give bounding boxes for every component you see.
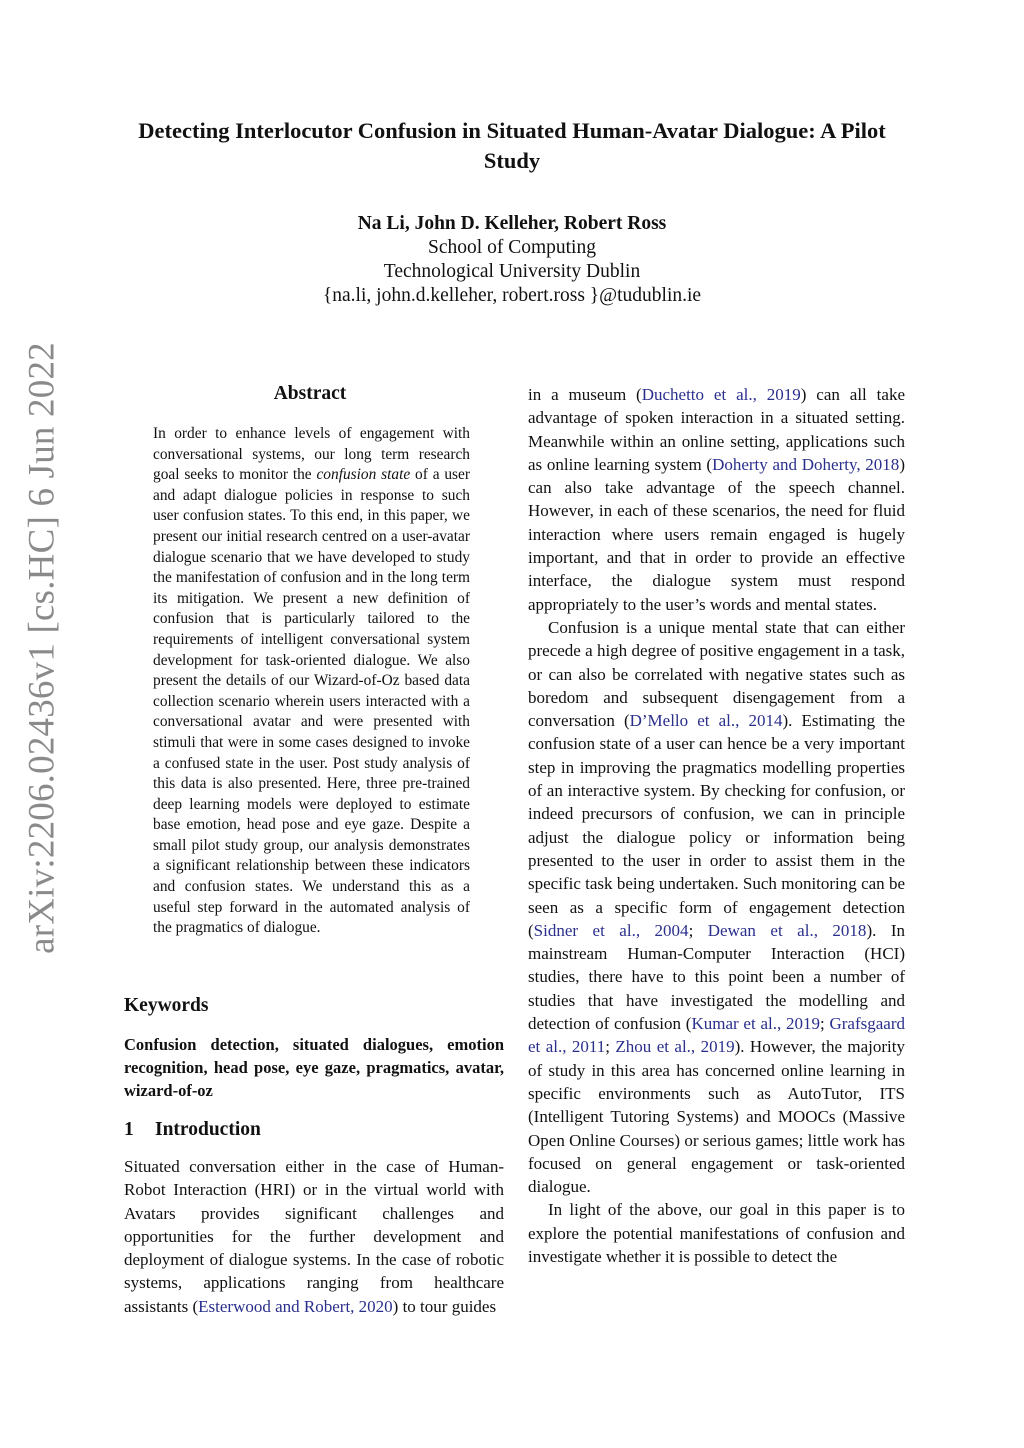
citation-link[interactable]: Doherty and Doherty, 2018 [712,454,900,474]
author-email: {na.li, john.d.kelleher, robert.ross }@tudublin.ie [322,285,702,306]
abstract-text-part: In order to enhance levels of engagement with conversational systems, our long term research goal seeks to monitor the [153,425,470,484]
author-block [200,212,824,308]
arxiv-stamp: arXiv:2206.02436v1 [cs.HC] 6 Jun 2022 [21,342,63,954]
abstract-text [153,424,470,939]
paper-title: Detecting Interlocutor Confusion in Situated Human-Avatar Dialogue: A Pilot Study [138,118,886,173]
text-run: ) can all take advantage of spoken interaction in a situated setting. Meanwhile within an online setting, applications such as online learning system ( [528,385,905,474]
author-department: School of Computing [428,237,596,258]
citation-link[interactable]: Duchetto et al., 2019 [641,385,801,404]
abstract-emphasis: confusion state [316,466,411,484]
abstract-text-part: of a user and adapt dialogue policies in response to such user confusion states. To this end, in this paper, we present our initial research centred on a user-avatar dialogue scenario that we have developed to study the manifestation of confusion and in the long term its mitigation. We present a new definition of confusion that is particularly tailored to the requirements of intelligent conversational system development for task-oriented dialogue. We also present the details of our Wizard-of-Oz based data collection scenario wherein users interacted with a conversational avatar and were presented with stimuli that were in some cases designed to invoke a confused state in the user. Post study analysis of this data is also presented. Here, three pre-trained deep learning models were deployed to estimate base emotion, head pose and eye gaze. Despite a small pilot study group, our analysis demonstrates a significant relationship between these indicators and confusion states. We understand this as a useful step forward in the automated analysis of the pragmatics of dialogue. [153,466,470,937]
text-run: in a museum ( [528,385,642,404]
right-column [528,383,905,1268]
text-run: ; [819,1014,830,1034]
author-institution: Technological University Dublin [383,261,641,282]
text-run: Confusion is a unique mental state that can either precede a high degree of positive engagement in a task, or can also be correlated with negative states such as boredom and subsequent disengagement from a conversation ( [528,617,905,731]
section-title: Introduction [155,1119,261,1140]
intro-paragraph [528,616,905,1198]
abstract-heading: Abstract [273,383,347,404]
text-run: ; [605,1037,616,1057]
text-run: ). In mainstream Human-Computer Interaction (HCI) studies, there have to this point been a number of studies that have investigated the modelling and detection of confusion ( [528,920,905,1034]
text-run: ). However, the majority of study in this area has concerned online learning in specific environments such as AutoTutor, ITS (Intelligent Tutoring Systems) and MOOCs (Massive Open Online Courses) or serious games; little work has focused on general engagement or task-oriented dialogue. [528,1037,906,1197]
text-run: ; [688,920,708,940]
text-run: In light of the above, our goal in this paper is to explore the potential manifestations of confusion and investigate whether it is possible to detect the [528,1200,905,1266]
keywords-heading: Keywords [124,995,209,1016]
citation-link[interactable]: Kumar et al., 2019 [691,1014,820,1034]
citation-link[interactable]: Grafsgaard et al., 2011 [528,1014,905,1057]
text-run: ) to tour guides [392,1296,497,1316]
citation-link[interactable]: Esterwood and Robert, 2020 [198,1296,393,1316]
author-names: Na Li, John D. Kelleher, Robert Ross [357,213,667,234]
intro-paragraph [528,383,905,616]
citation-link[interactable]: Dewan et al., 2018 [707,920,867,940]
intro-paragraph-left [124,1155,504,1318]
section-heading-introduction [124,1119,261,1141]
text-run: ) can also take advantage of the speech channel. However, in each of these scenarios, the need for fluid interaction where users remain engaged is hugely important, and that in order to provide an effective interface, the dialogue system must respond appropriately to the user’s words and mental states. [528,454,905,614]
citation-link[interactable]: Sidner et al., 2004 [533,920,689,940]
arxiv-sidebar [22,248,62,1048]
citation-link[interactable]: D’Mello et al., 2014 [629,711,783,731]
citation-link[interactable]: Zhou et al., 2019 [615,1037,735,1057]
text-run: ). Estimating the confusion state of a user can hence be a very important step in improving the pragmatics modelling properties of an interactive system. By checking for confusion, or indeed precursors of confusion, we can in principle adjust the dialogue policy or information being presented to the user in order to assist them in the specific task being undertaken. Such monitoring can be seen as a specific form of engagement detection ( [528,711,905,940]
text-run: Situated conversation either in the case of Human-Robot Interaction (HRI) or in the virtual world with Avatars provides significant challenges and opportunities for the further development and deployment of dialogue systems. In the case of robotic systems, applications ranging from healthcare assistants ( [124,1157,504,1316]
keywords-text: Confusion detection, situated dialogues, emotion recognition, head pose, eye gaze, pragmatics, avatar, wizard-of-oz [124,1035,504,1100]
intro-paragraph [528,1198,905,1268]
section-number: 1 [124,1119,134,1140]
